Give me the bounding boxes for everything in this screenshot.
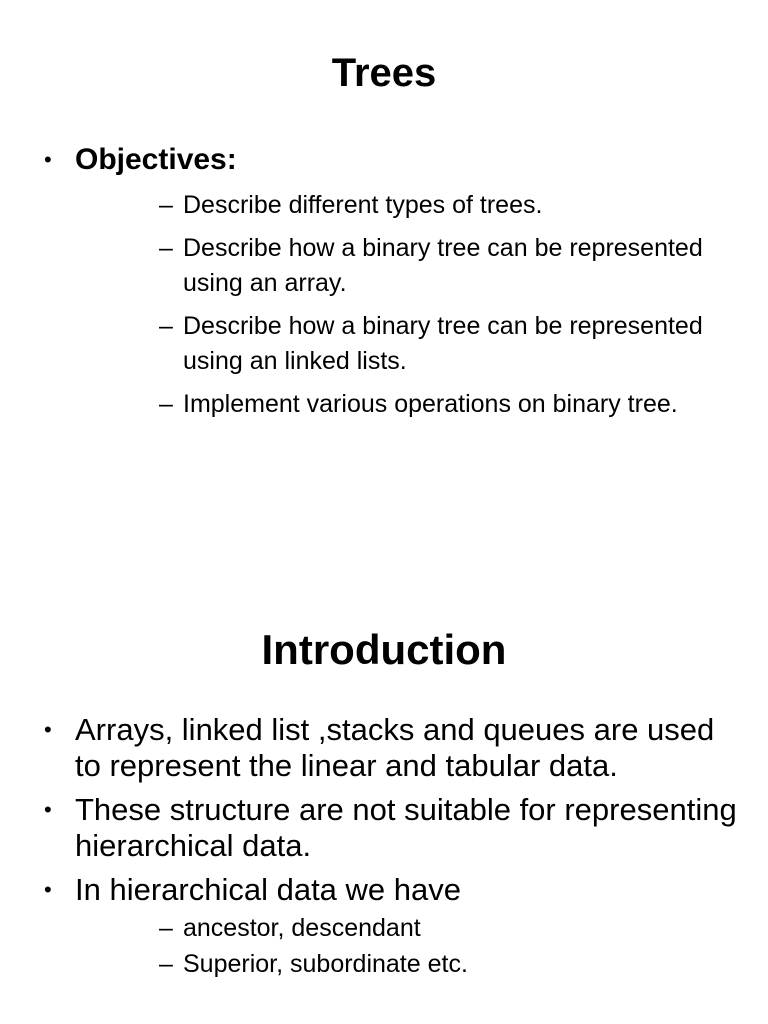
sub-item — [75, 188, 738, 223]
sub-item — [75, 309, 738, 379]
bullet-marker: • — [44, 797, 52, 822]
sub-item — [75, 946, 738, 982]
sub-item — [75, 387, 738, 422]
sub-item-text: Superior, subordinate etc. — [183, 950, 468, 978]
sub-item-text: Describe how a binary tree can be represented using an linked lists. — [183, 312, 703, 375]
sub-item-text: ancestor, descendant — [183, 914, 421, 942]
dash-marker: – — [159, 950, 173, 978]
sub-item-text: Describe different types of trees. — [183, 191, 543, 219]
sub-list — [75, 188, 738, 422]
bullet-marker: • — [44, 147, 52, 172]
dash-marker: – — [159, 234, 173, 262]
sub-item-text: Implement various operations on binary tree. — [183, 390, 678, 418]
dash-marker: – — [159, 312, 173, 340]
slide-introduction — [0, 580, 768, 1024]
sub-item-text: Describe how a binary tree can be represented using an array. — [183, 234, 703, 297]
bullet-text: In hierarchical data we have — [75, 872, 462, 907]
sub-item — [75, 231, 738, 301]
slide-title: Trees — [331, 51, 437, 95]
dash-marker: – — [159, 390, 173, 418]
dash-marker: – — [159, 914, 173, 942]
dash-marker: – — [159, 191, 173, 219]
sub-item — [75, 910, 738, 946]
bullet-item — [0, 712, 768, 784]
bullet-marker: • — [44, 877, 52, 902]
bullet-marker: • — [44, 717, 52, 742]
sub-list — [75, 910, 738, 982]
bullet-item — [0, 792, 768, 864]
bullet-text: Arrays, linked list ,stacks and queues are used to represent the linear and tabular data. — [75, 712, 715, 783]
bullet-item — [0, 140, 768, 422]
bullet-item — [0, 872, 768, 982]
bullet-list — [0, 712, 768, 990]
bullet-text: Objectives: — [75, 143, 237, 176]
slide-title: Introduction — [261, 626, 507, 673]
bullet-list — [0, 140, 768, 422]
bullet-text: These structure are not suitable for representing hierarchical data. — [75, 792, 737, 863]
